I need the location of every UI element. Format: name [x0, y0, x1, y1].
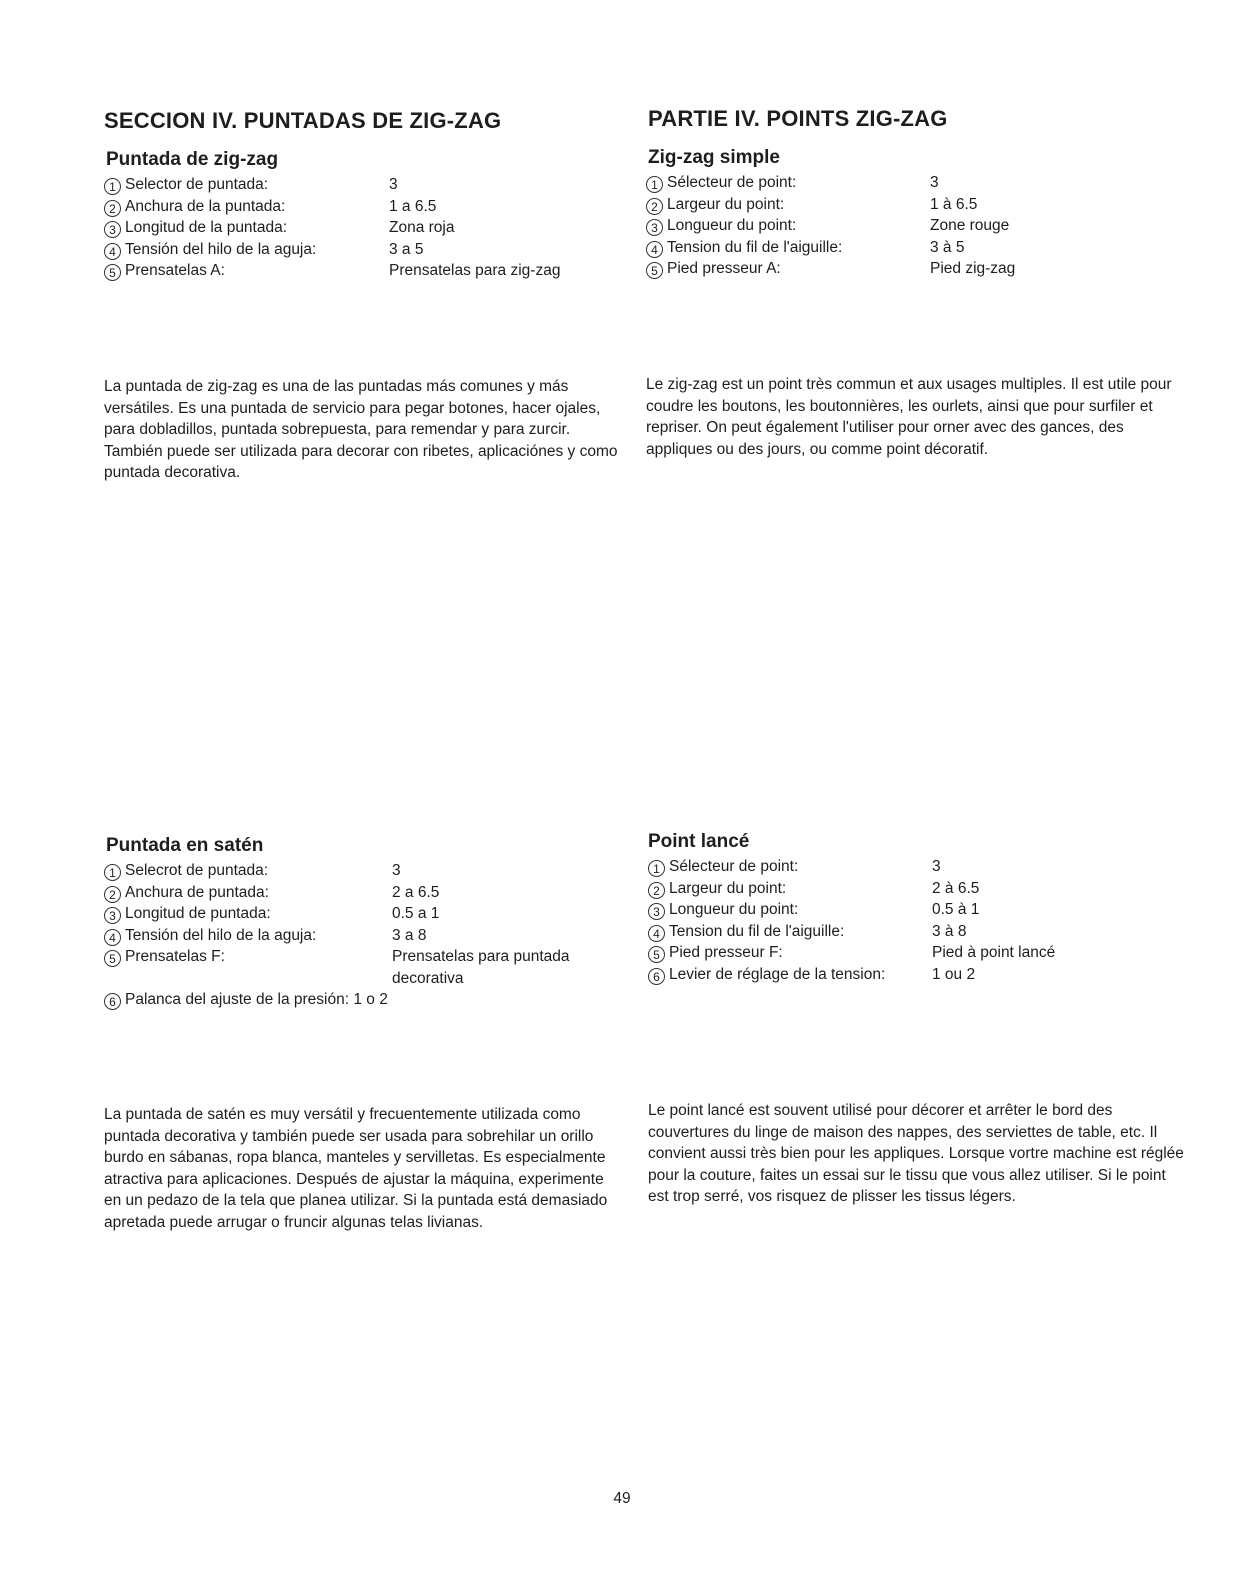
setting-value: 1 o 2	[353, 991, 388, 1008]
setting-value: 3 à 5	[930, 238, 965, 256]
circled-number: 3	[646, 219, 663, 236]
circled-number: 4	[104, 243, 121, 260]
setting-row	[104, 882, 624, 904]
setting-label: Sélecteur de point:	[669, 858, 799, 875]
circled-number: 6	[104, 993, 121, 1010]
circled-number: 1	[646, 176, 663, 193]
circled-number: 2	[104, 886, 121, 903]
setting-row	[104, 903, 624, 925]
circled-number: 2	[646, 198, 663, 215]
section-title-fr: PARTIE IV. POINTS ZIG-ZAG	[648, 106, 948, 131]
circled-number: 5	[104, 950, 121, 967]
setting-value: 1 à 6.5	[930, 195, 978, 213]
setting-label: Levier de réglage de la tension:	[669, 965, 886, 983]
setting-row	[648, 878, 1188, 900]
setting-label: Selector de puntada:	[125, 176, 269, 193]
setting-label: Pied presseur A:	[667, 260, 781, 277]
circled-number: 5	[646, 262, 663, 279]
satin-settings-es	[104, 860, 624, 1011]
setting-value: Prensatelas para puntada decorativa	[392, 948, 570, 987]
setting-label: Pied presseur F:	[669, 944, 783, 961]
setting-row	[646, 258, 1186, 280]
setting-label: Longitud de puntada:	[125, 905, 271, 922]
setting-row	[104, 925, 624, 947]
satin-description-fr: Le point lancé est souvent utilisé pour décorer et arrêter le bord des couvertures du linge de maison des nappes, des serviettes de table, etc. Il convient aussi très bien pour les appliques. Lorsque vortre machine est réglée pour la couture, faites un essai sur le tissu que vous allez utiliser. Si le point est trop serré, vos risquez de plisser les tissus légers.	[648, 1102, 1184, 1206]
zigzag-description-fr: Le zig-zag est un point très commun et aux usages multiples. Il est utile pour coudre les boutons, les boutonnières, les ourlets, ainsi que pour surfiler et repriser. On peut également l'utiliser pour orner avec des gances, des appliques ou des jours, ou comme point décoratif.	[646, 376, 1172, 458]
circled-number: 1	[104, 178, 121, 195]
setting-row	[104, 196, 624, 218]
circled-number: 3	[104, 907, 121, 924]
setting-label: Tension du fil de l'aiguille:	[669, 922, 845, 940]
circled-number: 2	[104, 200, 121, 217]
setting-row	[648, 856, 1188, 878]
setting-value: 2 a 6.5	[392, 883, 440, 901]
setting-value: 3	[389, 176, 398, 193]
setting-value: 3 a 5	[389, 240, 424, 258]
setting-row	[104, 860, 624, 882]
circled-number: 2	[648, 882, 665, 899]
setting-row	[646, 215, 1186, 237]
setting-value: Prensatelas para zig-zag	[389, 262, 561, 279]
setting-row	[648, 942, 1188, 964]
setting-value: 0.5 a 1	[392, 905, 440, 922]
setting-value: 0.5 à 1	[932, 901, 980, 918]
setting-label: Tensión del hilo de la aguja:	[125, 240, 317, 258]
circled-number: 1	[648, 860, 665, 877]
setting-row	[104, 239, 624, 261]
setting-value: 1 ou 2	[932, 965, 976, 983]
satin-description-es: La puntada de satén es muy versátil y frecuentemente utilizada como puntada decorativa y también puede ser usada para sobrehilar un orillo burdo en sábanas, ropa blanca, manteles y servilletas. Es especialmente atractiva para aplicaciones. Después de ajustar la máquina, experimente en un pedazo de la tela que planea utilizar. Si la puntada está demasiado apretada puede arrugar o fruncir algunas telas livianas.	[104, 1106, 608, 1231]
setting-row	[646, 237, 1186, 259]
section-title-es: SECCION IV. PUNTADAS DE ZIG-ZAG	[104, 108, 502, 133]
setting-value: 3	[392, 862, 401, 879]
satin-title-fr: Point lancé	[648, 831, 750, 852]
zigzag-description-es: La puntada de zig-zag es una de las puntadas más comunes y más versátiles. Es una puntada de servicio para pegar botones, hacer ojales, para dobladillos, puntada sobrepuesta, para remendar y para zurcir. También puede ser utilizada para decorar con ribetes, aplicaciónes y como puntada decorativa.	[104, 378, 618, 482]
setting-label: Largeur du point:	[667, 195, 785, 213]
setting-row	[104, 217, 624, 239]
setting-value: Pied à point lancé	[932, 944, 1056, 961]
setting-value: 2 à 6.5	[932, 879, 980, 897]
setting-label: Longitud de la puntada:	[125, 219, 288, 236]
circled-number: 4	[104, 929, 121, 946]
setting-label: Tension du fil de l'aiguille:	[667, 238, 843, 256]
setting-value: 3	[930, 174, 939, 191]
setting-row	[646, 194, 1186, 216]
setting-label: Palanca del ajuste de la presión:	[125, 991, 350, 1008]
page-number: 49	[613, 1490, 631, 1507]
circled-number: 3	[648, 903, 665, 920]
setting-label: Longueur du point:	[669, 901, 799, 918]
setting-value: Pied zig-zag	[930, 260, 1016, 277]
setting-value: 1 a 6.5	[389, 197, 437, 215]
zigzag-settings-es	[104, 174, 624, 282]
circled-number: 4	[648, 925, 665, 942]
zigzag-title-fr: Zig-zag simple	[648, 147, 780, 168]
setting-label: Prensatelas F:	[125, 948, 225, 965]
setting-label: Longueur du point:	[667, 217, 797, 234]
circled-number: 3	[104, 221, 121, 238]
setting-value: 3	[932, 858, 941, 875]
zigzag-settings-fr	[646, 172, 1186, 280]
setting-row	[646, 172, 1186, 194]
circled-number: 4	[646, 241, 663, 258]
setting-row	[104, 946, 624, 989]
setting-label: Tensión del hilo de la aguja:	[125, 926, 317, 944]
satin-settings-fr	[648, 856, 1188, 985]
setting-value: Zona roja	[389, 219, 455, 236]
setting-row	[104, 174, 624, 196]
setting-value: Zone rouge	[930, 217, 1010, 234]
setting-value: 3 a 8	[392, 926, 427, 944]
satin-title-es: Puntada en satén	[106, 835, 264, 856]
setting-label: Anchura de puntada:	[125, 883, 269, 901]
circled-number: 6	[648, 968, 665, 985]
circled-number: 1	[104, 864, 121, 881]
setting-label: Selecrot de puntada:	[125, 862, 269, 879]
setting-row	[648, 921, 1188, 943]
setting-value: 3 à 8	[932, 922, 967, 940]
setting-label: Sélecteur de point:	[667, 174, 797, 191]
setting-row	[648, 964, 1188, 986]
circled-number: 5	[648, 946, 665, 963]
circled-number: 5	[104, 264, 121, 281]
setting-label: Prensatelas A:	[125, 262, 225, 279]
setting-label: Largeur du point:	[669, 879, 787, 897]
setting-label: Anchura de la puntada:	[125, 197, 286, 215]
zigzag-title-es: Puntada de zig-zag	[106, 149, 279, 170]
setting-row	[104, 989, 624, 1011]
setting-row	[648, 899, 1188, 921]
setting-row	[104, 260, 624, 282]
